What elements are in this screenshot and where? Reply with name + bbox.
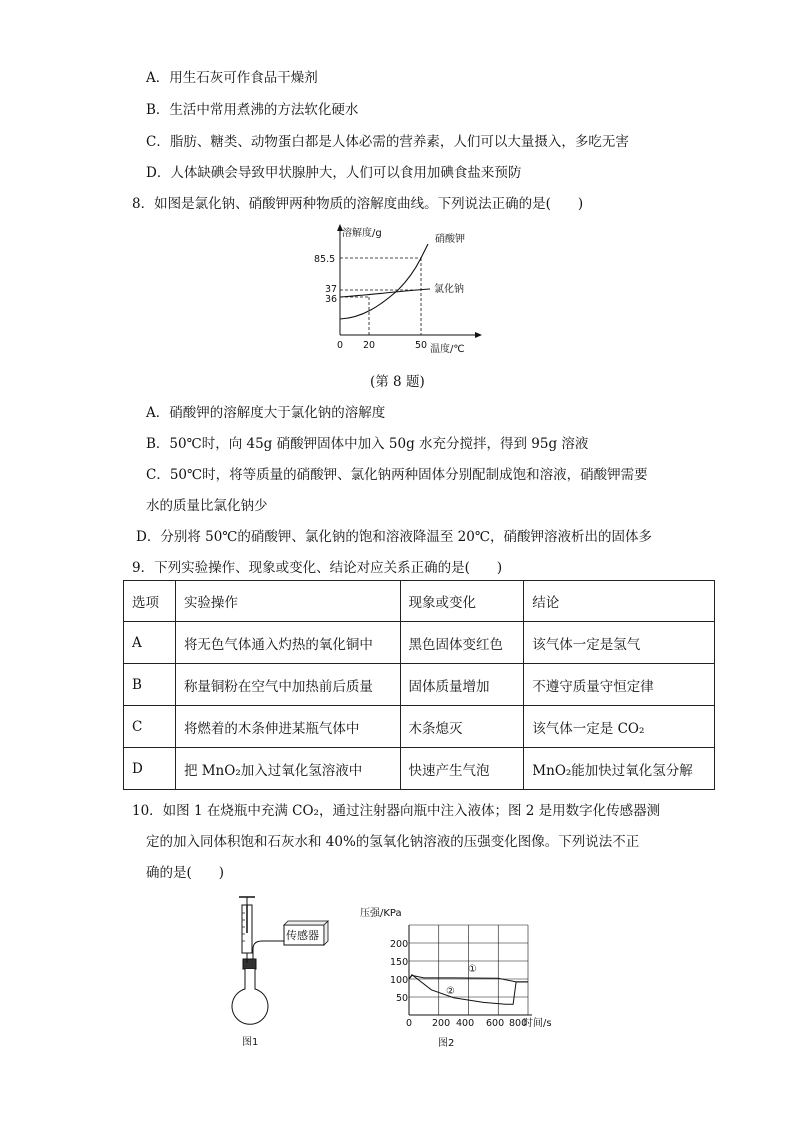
table-header-cell: 结论 [524,581,715,622]
q8-caption: (第 8 题) [370,374,425,390]
flask-body [232,969,268,1024]
table-header-cell: 现象或变化 [400,581,524,622]
q9-stem: 9．下列实验操作、现象或变化、结论对应关系正确的是( ) [132,560,503,576]
q8-option-a: A．硝酸钾的溶解度大于氯化钠的溶解度 [146,405,386,421]
y-tick-37: 37 [325,284,338,295]
x-tick-0: 0 [337,340,344,351]
x-tick-200: 200 [432,1018,451,1029]
series-2-label: ② [446,986,455,997]
q8-stem: 8．如图是氯化钠、硝酸钾两种物质的溶解度曲线。下列说法正确的是( ) [132,196,584,212]
table-header-cell: 选项 [124,581,176,622]
table-cell: C [124,706,176,748]
table-row [124,664,715,706]
solubility-xlabel: 温度/℃ [430,344,465,355]
series-kno3-line [340,244,428,319]
x-tick-600: 600 [486,1018,505,1029]
table-row [124,706,715,748]
table-cell: B [124,664,176,706]
table-cell: 不遵守质量守恒定律 [524,664,715,706]
solubility-x-arrow [475,332,482,338]
series-1-label: ① [468,964,477,975]
x-tick-400: 400 [456,1018,475,1029]
table-cell: A [124,622,176,664]
x-tick-20: 20 [363,340,376,351]
q8-option-c-cont: 水的质量比氯化钠少 [146,498,268,514]
table-cell: 称量铜粉在空气中加热前后质量 [175,664,400,706]
table-cell: 木条熄灭 [400,706,524,748]
table-cell: 固体质量增加 [400,664,524,706]
table-cell: 该气体一定是 CO₂ [524,706,715,748]
table-cell: 黑色固体变红色 [400,622,524,664]
q7-option-b: B．生活中常用煮沸的方法软化硬水 [146,102,359,118]
figure-2-caption: 图2 [438,1038,455,1049]
sensor-label: 传感器 [286,929,319,942]
y-tick-36: 36 [325,294,338,305]
q10-line-2: 定的加入同体积饱和石灰水和 40%的氢氧化钠溶液的压强变化图像。下列说法不正 [146,834,640,850]
solubility-chart [310,222,490,358]
legend-nacl: 氯化钠 [434,284,464,295]
table-cell: MnO₂能加快过氧化氢分解 [524,748,715,790]
y-tick-150: 150 [390,957,409,968]
table-cell: 将无色气体通入灼热的氧化铜中 [175,622,400,664]
table-header-row [124,581,715,622]
x-tick-0: 0 [406,1018,413,1029]
y-tick-100: 100 [390,975,409,986]
y-tick-85-5: 85.5 [314,254,336,265]
q8-option-b: B．50℃时，向 45g 硝酸钾固体中加入 50g 水充分搅拌，得到 95g 溶液 [146,436,589,452]
sensor-tube [253,941,284,959]
q7-option-d: D．人体缺碘会导致甲状腺肿大，人们可以食用加碘食盐来预防 [146,165,522,181]
q8-option-d: D．分别将 50℃的硝酸钾、氯化钠的饱和溶液降温至 20℃，硝酸钾溶液析出的固体多 [136,529,652,545]
x-tick-800: 800 [509,1018,528,1029]
flask-stopper [243,959,256,969]
pressure-ylabel: 压强/KPa [360,908,402,919]
pressure-xlabel: 时间/s [523,1018,552,1029]
y-tick-50: 50 [396,993,409,1004]
table-cell: 快速产生气泡 [400,748,524,790]
table-row [124,748,715,790]
q7-option-c: C．脂肪、糖类、动物蛋白都是人体必需的营养素，人们可以大量摄入，多吃无害 [146,134,629,150]
y-tick-200: 200 [390,939,409,950]
q9-table [123,580,715,790]
q8-option-c: C．50℃时，将等质量的硝酸钾、氯化钠两种固体分别配制成饱和溶液，硝酸钾需要 [146,467,648,483]
table-cell: 该气体一定是氢气 [524,622,715,664]
table-cell: 将燃着的木条伸进某瓶气体中 [175,706,400,748]
x-tick-50: 50 [415,340,428,351]
table-cell: D [124,748,176,790]
table-header-cell: 实验操作 [175,581,400,622]
q7-option-a: A．用生石灰可作食品干燥剂 [146,70,318,86]
legend-kno3: 硝酸钾 [435,234,465,245]
q10-line-3: 确的是( ) [146,865,225,881]
solubility-ylabel: 溶解度/g [342,228,382,239]
figure-1-caption: 图1 [242,1037,259,1048]
table-row [124,622,715,664]
table-cell: 把 MnO₂加入过氧化氢溶液中 [175,748,400,790]
figure-1-apparatus [222,893,332,1053]
q10-line-1: 10．如图 1 在烧瓶中充满 CO₂，通过注射器向瓶中注入液体；图 2 是用数字化传感器测 [132,803,661,819]
pressure-chart [360,903,560,1053]
